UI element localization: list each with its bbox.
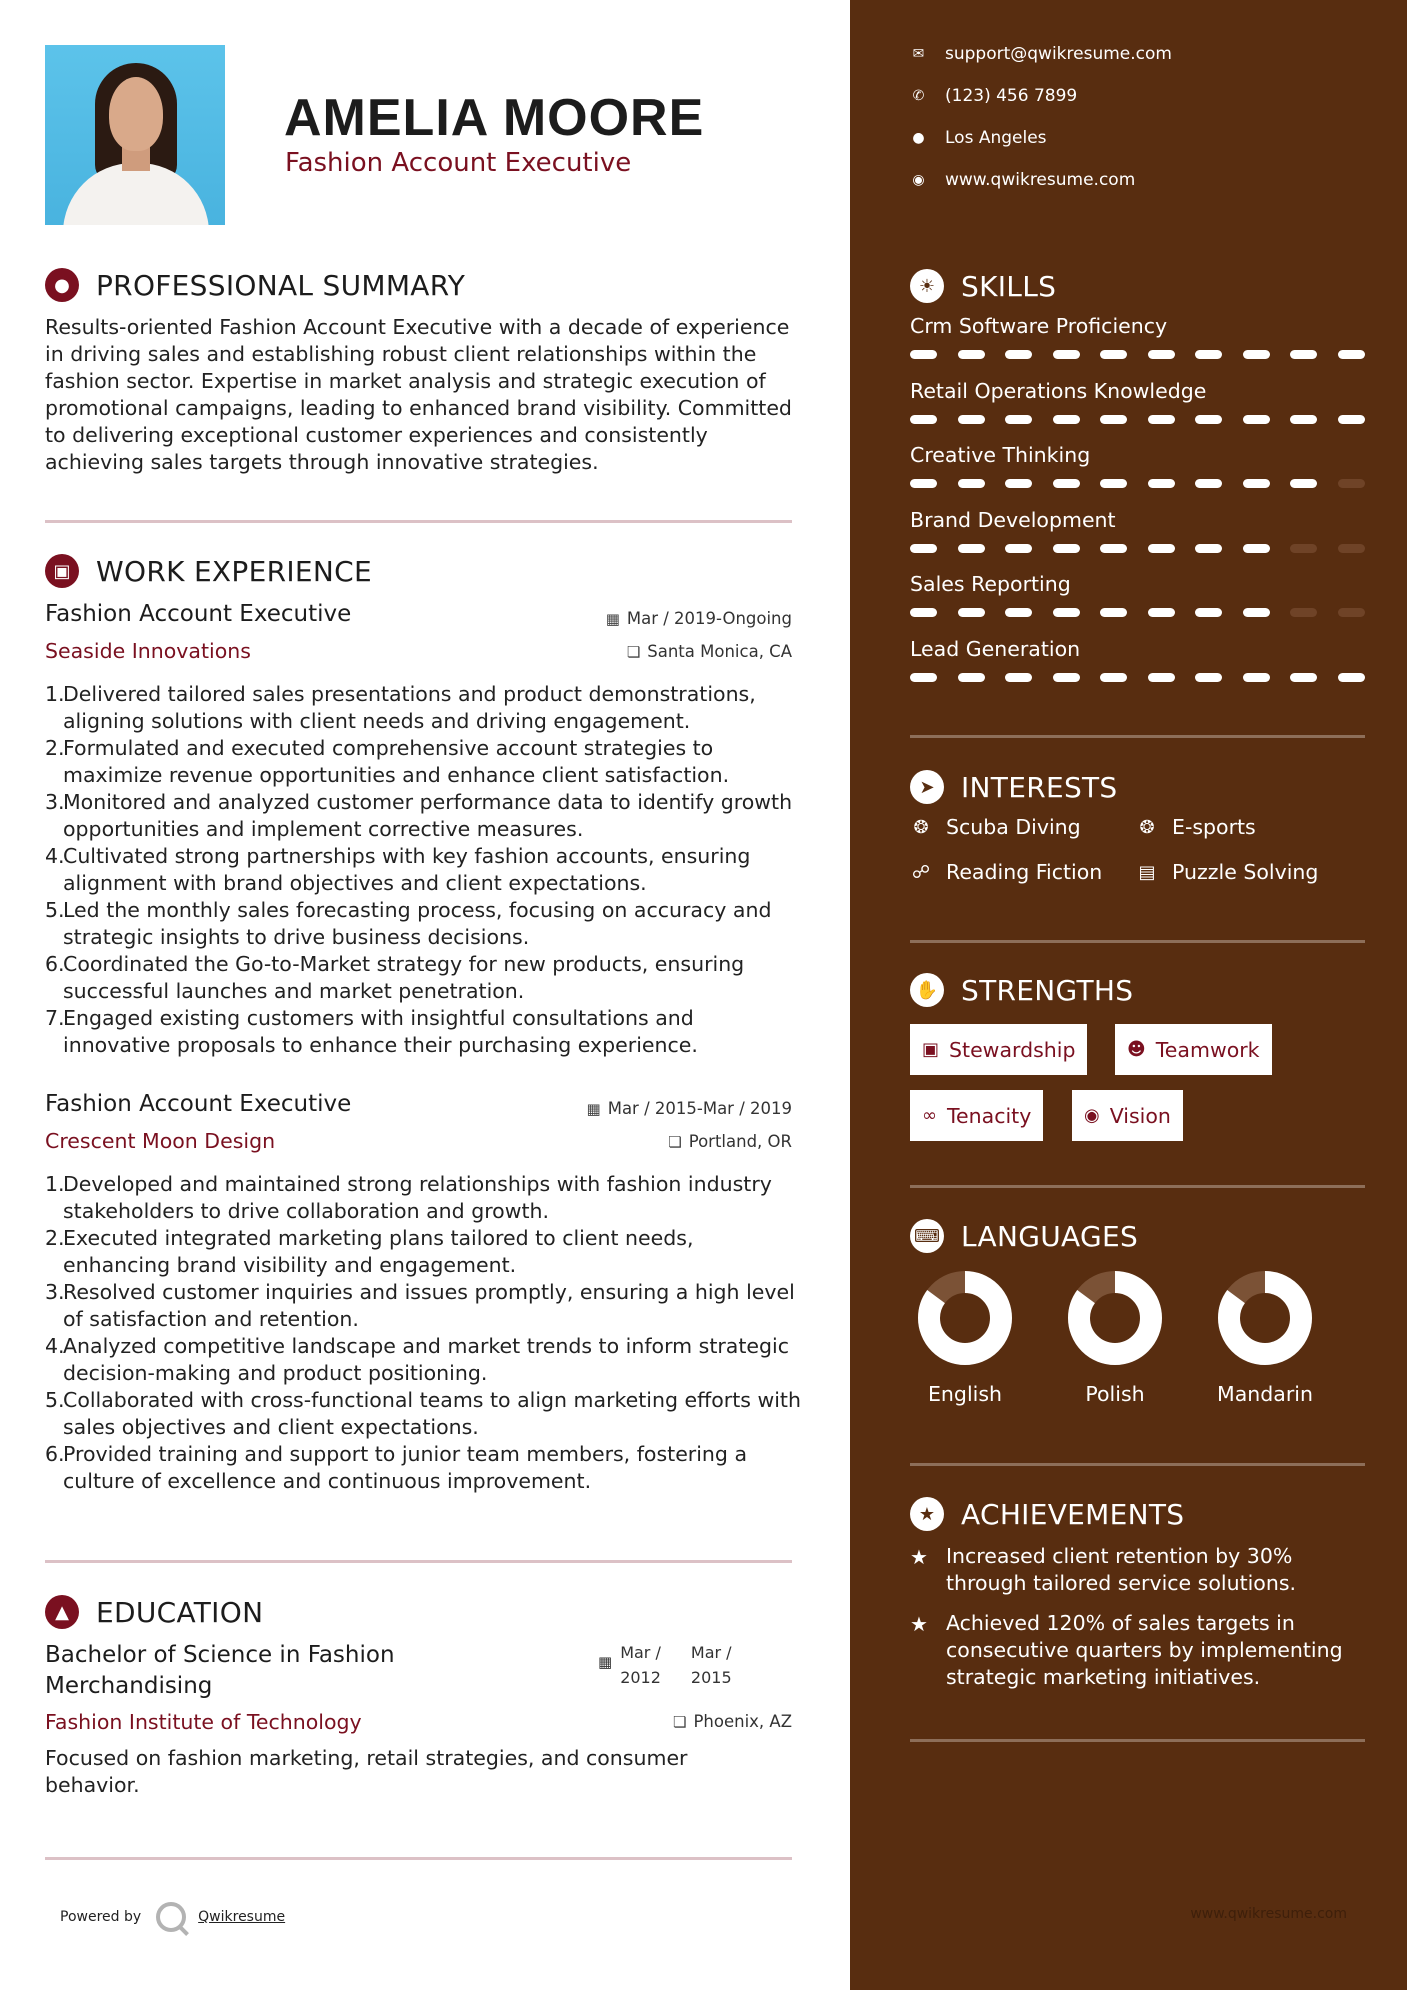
education-description: Focused on fashion marketing, retail strategies, and consumer behavior.	[45, 1746, 688, 1797]
briefcase-icon: ▣	[45, 554, 79, 588]
rating-dot	[1290, 544, 1317, 553]
profile-photo	[45, 45, 225, 225]
experience-heading	[45, 554, 372, 588]
skill-name: Lead Generation	[910, 636, 1081, 661]
user-icon: ●	[45, 268, 79, 302]
calendar-icon: ▦	[598, 1653, 613, 1671]
rating-dot	[1195, 608, 1222, 617]
strength-badge: ▣ Stewardship	[910, 1024, 1087, 1075]
rating-dot	[1100, 479, 1127, 488]
education-location: ❏ Phoenix, AZ	[673, 1712, 792, 1731]
summary-title: PROFESSIONAL SUMMARY	[96, 268, 466, 302]
list-item: 1. Developed and maintained strong relationships with fashion industry stakeholders to drive collaboration and growth.	[45, 1172, 772, 1223]
rating-dot	[1243, 608, 1270, 617]
skill-rating	[910, 479, 1365, 488]
rating-dot	[958, 350, 985, 359]
candidate-name: AMELIA MOORE	[284, 89, 705, 147]
interests-title: INTERESTS	[961, 770, 1118, 804]
skill-name: Sales Reporting	[910, 572, 1071, 596]
language-item	[1055, 1270, 1175, 1406]
contact-location: ● Los Angeles	[910, 128, 1047, 148]
contact-website[interactable]: ◉ www.qwikresume.com	[910, 170, 1135, 190]
skill-rating	[910, 350, 1365, 359]
rating-dot	[1338, 673, 1365, 682]
rating-dot	[958, 479, 985, 488]
graduation-cap-icon: ▲	[45, 1595, 79, 1629]
language-item	[1205, 1270, 1325, 1406]
link-icon: ∞	[922, 1105, 937, 1126]
rating-dot	[1195, 479, 1222, 488]
rating-dot	[1195, 673, 1222, 682]
rating-dot	[1195, 415, 1222, 424]
rating-dot	[910, 673, 937, 682]
language-name: Mandarin	[1217, 1382, 1313, 1406]
achievement-item: ★ Increased client retention by 30% through tailored service solutions.	[910, 1544, 1297, 1595]
rating-dot	[1148, 673, 1175, 682]
globe-icon: ◉	[912, 172, 925, 188]
briefcase-icon: ▣	[922, 1039, 940, 1060]
qwikresume-logo-icon	[156, 1902, 186, 1932]
section-divider	[45, 1560, 792, 1563]
list-item: 2. Formulated and executed comprehensive account strategies to maximize revenue opportunities and enhance client satisfaction.	[45, 736, 730, 787]
rating-dot	[910, 544, 937, 553]
rating-dot	[1290, 673, 1317, 682]
rating-dot	[910, 350, 937, 359]
paper-plane-icon: ➤	[910, 770, 944, 804]
rating-dot	[1053, 350, 1080, 359]
book-icon: ▤	[1138, 861, 1156, 883]
rating-dot	[1005, 415, 1032, 424]
job-responsibilities	[45, 681, 805, 1059]
strengths-title: STRENGTHS	[961, 973, 1134, 1007]
interests-heading	[910, 770, 1118, 804]
job-company: Seaside Innovations	[45, 639, 251, 663]
skills-heading	[910, 269, 1056, 303]
rating-dot	[958, 608, 985, 617]
rating-dot	[958, 544, 985, 553]
rating-dot	[1243, 350, 1270, 359]
calendar-icon: ▦	[605, 609, 620, 628]
job-title: Fashion Account Executive	[45, 601, 352, 627]
rating-dot	[1100, 415, 1127, 424]
language-name: English	[927, 1382, 1003, 1406]
phone-icon: ✆	[912, 88, 925, 104]
skill-name: Crm Software Proficiency	[910, 314, 1168, 338]
achievement-item: ★ Achieved 120% of sales targets in consecutive quarters by implementing strategic marketing initiatives.	[910, 1611, 1343, 1689]
language-name: Polish	[1085, 1382, 1145, 1406]
list-item: 6. Coordinated the Go-to-Market strategy for new products, ensuring successful launches and market penetration.	[45, 952, 745, 1003]
skill-item	[910, 443, 1365, 488]
star-icon: ★	[910, 1612, 928, 1636]
rating-dot	[1290, 608, 1317, 617]
list-item: 4. Analyzed competitive landscape and market trends to inform strategic decision-making and product positioning.	[45, 1334, 789, 1385]
language-item	[905, 1270, 1025, 1406]
list-item: 5. Led the monthly sales forecasting process, focusing on accuracy and strategic insights to drive business decisions.	[45, 898, 772, 949]
list-item: 6. Provided training and support to junior team members, fostering a culture of excellence and continuous improvement.	[45, 1442, 748, 1493]
list-item: 4. Cultivated strong partnerships with key fashion accounts, ensuring alignment with brand objectives and client expectations.	[45, 844, 751, 895]
rating-dot	[910, 479, 937, 488]
strength-badge: ∞ Tenacity	[910, 1090, 1043, 1141]
section-divider	[910, 940, 1365, 943]
section-divider	[45, 1857, 792, 1860]
strength-badge: ◉ Vision	[1072, 1090, 1183, 1141]
languages-title: LANGUAGES	[961, 1219, 1139, 1253]
summary-heading	[45, 268, 465, 302]
rating-dot	[1290, 415, 1317, 424]
rating-dot	[958, 673, 985, 682]
rating-dot	[910, 415, 937, 424]
skill-rating	[910, 415, 1365, 424]
pin-icon: ❏	[626, 642, 641, 661]
rating-dot	[1290, 350, 1317, 359]
job-title: Fashion Account Executive	[45, 1091, 352, 1117]
pin-icon: ❏	[673, 1712, 687, 1731]
star-icon: ★	[910, 1545, 928, 1569]
strength-badge: ☻ Teamwork	[1115, 1024, 1272, 1075]
contact-phone[interactable]: ✆ (123) 456 7899	[910, 86, 1077, 106]
pin-icon: ❏	[668, 1132, 682, 1151]
lifebuoy-icon: ❂	[913, 816, 929, 838]
rating-dot	[1005, 479, 1032, 488]
language-ring	[1067, 1270, 1163, 1366]
list-item: 3. Resolved customer inquiries and issues promptly, ensuring a high level of satisfaction and retention.	[45, 1280, 795, 1331]
education-dates: ▦ Mar / 2012 Mar / 2015	[598, 1640, 732, 1690]
section-divider	[910, 1185, 1365, 1188]
language-ring	[1217, 1270, 1313, 1366]
rating-dot	[1053, 673, 1080, 682]
interest-item: ❂ E-sports	[1136, 815, 1256, 839]
footer-url: www.qwikresume.com	[1190, 1906, 1347, 1922]
rating-dot	[1243, 544, 1270, 553]
rating-dot	[1338, 544, 1365, 553]
skills-title: SKILLS	[961, 269, 1057, 303]
job-location: ❏ Portland, OR	[668, 1132, 792, 1151]
strengths-heading	[910, 973, 1133, 1007]
interest-item: ▤ Puzzle Solving	[1136, 860, 1318, 884]
rating-dot	[1338, 415, 1365, 424]
rating-dot	[1243, 479, 1270, 488]
candidate-role: Fashion Account Executive	[285, 148, 632, 178]
list-item: 7. Engaged existing customers with insightful consultations and innovative proposals to enhance their purchasing experience.	[45, 1006, 698, 1057]
list-item: 3. Monitored and analyzed customer performance data to identify growth opportunities and implement corrective measures.	[45, 790, 793, 841]
rating-dot	[1100, 350, 1127, 359]
rating-dot	[1148, 350, 1175, 359]
rating-dot	[1053, 608, 1080, 617]
achievements-title: ACHIEVEMENTS	[961, 1497, 1185, 1531]
rating-dot	[1053, 415, 1080, 424]
skill-name: Retail Operations Knowledge	[910, 378, 1207, 403]
skill-rating	[910, 608, 1365, 617]
skill-name: Creative Thinking	[910, 443, 1091, 467]
rating-dot	[1100, 544, 1127, 553]
rating-dot	[1005, 350, 1032, 359]
interest-item: ❂ Scuba Diving	[910, 815, 1081, 839]
section-divider	[910, 1463, 1365, 1466]
rating-dot	[1338, 350, 1365, 359]
rating-dot	[1005, 608, 1032, 617]
skill-item	[910, 572, 1365, 617]
envelope-icon: ✉	[912, 46, 925, 62]
star-badge-icon: ★	[910, 1497, 944, 1531]
rating-dot	[1338, 479, 1365, 488]
rating-dot	[1243, 673, 1270, 682]
lightbulb-icon: ☀	[910, 269, 944, 303]
rating-dot	[1053, 479, 1080, 488]
calendar-icon: ▦	[586, 1099, 601, 1118]
translate-icon: ⌨	[910, 1219, 944, 1253]
school-name: Fashion Institute of Technology	[45, 1710, 362, 1734]
skill-item	[910, 379, 1365, 424]
rating-dot	[958, 415, 985, 424]
education-title: EDUCATION	[96, 1595, 264, 1629]
achievements-heading	[910, 1497, 1184, 1531]
contact-email[interactable]: ✉ support@qwikresume.com	[910, 44, 1172, 64]
list-item: 1. Delivered tailored sales presentations and product demonstrations, aligning solutions with client needs and driving engagement.	[45, 682, 756, 733]
rating-dot	[1100, 608, 1127, 617]
summary-text: Results-oriented Fashion Account Executive with a decade of experience in driving sales and establishing robust client relationships within the fashion sector. Expertise in market analysis and strategic execution of promotional campaigns, leading to enhanced brand visibility. Committed to delivering exceptional customer experiences and consistently achieving sales targets through innovative strategies.	[45, 315, 792, 474]
list-item: 2. Executed integrated marketing plans tailored to client needs, enhancing brand visibility and engagement.	[45, 1226, 694, 1277]
rating-dot	[1338, 608, 1365, 617]
rating-dot	[1053, 544, 1080, 553]
section-divider	[910, 1739, 1365, 1742]
degree-title: Bachelor of Science in Fashion Merchandising	[45, 1642, 395, 1699]
users-icon: ☻	[1127, 1039, 1146, 1060]
rating-dot	[1148, 608, 1175, 617]
rating-dot	[1148, 415, 1175, 424]
job-responsibilities	[45, 1171, 805, 1495]
rating-dot	[1005, 673, 1032, 682]
rating-dot	[910, 608, 937, 617]
sidebar	[850, 0, 1407, 1990]
language-ring	[917, 1270, 1013, 1366]
rating-dot	[1005, 544, 1032, 553]
job-dates: ▦ Mar / 2019-Ongoing	[605, 609, 792, 628]
education-heading	[45, 1595, 263, 1629]
rating-dot	[1243, 415, 1270, 424]
rating-dot	[1290, 479, 1317, 488]
skill-item	[910, 314, 1365, 359]
job-company: Crescent Moon Design	[45, 1129, 276, 1153]
rating-dot	[1148, 479, 1175, 488]
job-location: ❏ Santa Monica, CA	[626, 642, 792, 661]
rating-dot	[1195, 544, 1222, 553]
brand-link[interactable]: Qwikresume	[198, 1909, 286, 1925]
section-divider	[910, 735, 1365, 738]
skill-rating	[910, 673, 1365, 682]
job-dates: ▦ Mar / 2015-Mar / 2019	[586, 1099, 792, 1118]
experience-title: WORK EXPERIENCE	[96, 554, 372, 588]
rating-dot	[1195, 350, 1222, 359]
section-divider	[45, 520, 792, 523]
location-pin-icon: ●	[912, 130, 925, 146]
skill-item	[910, 508, 1365, 553]
powered-by: Powered by Qwikresume	[60, 1902, 285, 1932]
fist-icon: ✋	[910, 973, 944, 1007]
interest-item: ☍ Reading Fiction	[911, 860, 1103, 884]
skill-rating	[910, 544, 1365, 553]
rating-dot	[1100, 673, 1127, 682]
gamepad-icon: ☍	[911, 861, 931, 883]
languages-heading	[910, 1219, 1138, 1253]
skill-name: Brand Development	[910, 507, 1116, 532]
binoculars-icon: ◉	[1084, 1105, 1100, 1126]
skill-item	[910, 637, 1365, 682]
lifebuoy-icon: ❂	[1139, 816, 1155, 838]
list-item: 5. Collaborated with cross-functional teams to align marketing efforts with sales objectives and client expectations.	[45, 1388, 801, 1439]
rating-dot	[1148, 544, 1175, 553]
